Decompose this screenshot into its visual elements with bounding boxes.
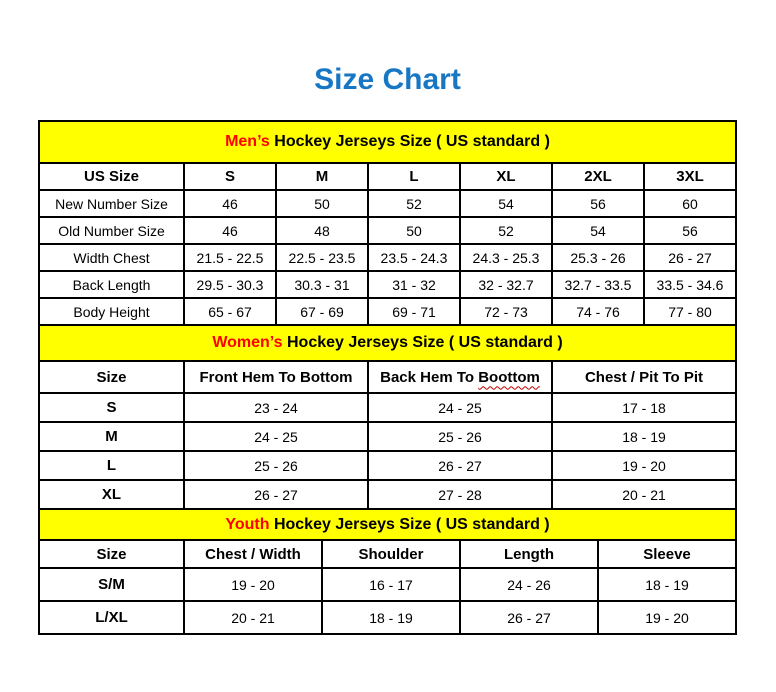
column-header-l: L bbox=[368, 163, 460, 190]
size-value-cell: 18 - 19 bbox=[598, 568, 736, 601]
size-value-cell: 24.3 - 25.3 bbox=[460, 244, 552, 271]
size-value-cell: 25 - 26 bbox=[184, 451, 368, 480]
size-value-cell: 52 bbox=[368, 190, 460, 217]
womens-section-title bbox=[39, 325, 736, 361]
column-header-front-hem: Front Hem To Bottom bbox=[184, 361, 368, 393]
mens-size-table bbox=[38, 120, 737, 326]
size-value-cell: 19 - 20 bbox=[184, 568, 322, 601]
size-value-cell: 31 - 32 bbox=[368, 271, 460, 298]
size-value-cell: 17 - 18 bbox=[552, 393, 736, 422]
size-value-cell: 56 bbox=[552, 190, 644, 217]
size-value-cell: 32.7 - 33.5 bbox=[552, 271, 644, 298]
womens-size-table bbox=[38, 324, 737, 510]
size-value-cell: 65 - 67 bbox=[184, 298, 276, 325]
size-value-cell: 52 bbox=[460, 217, 552, 244]
size-value-cell: 18 - 19 bbox=[322, 601, 460, 634]
size-value-cell: 26 - 27 bbox=[644, 244, 736, 271]
column-header-s: S bbox=[184, 163, 276, 190]
size-value-cell: 46 bbox=[184, 217, 276, 244]
size-value-cell: 50 bbox=[276, 190, 368, 217]
table-row-women-m bbox=[39, 422, 736, 451]
size-value-cell: 18 - 19 bbox=[552, 422, 736, 451]
row-label: Old Number Size bbox=[39, 217, 184, 244]
size-value-cell: 56 bbox=[644, 217, 736, 244]
size-value-cell: 33.5 - 34.6 bbox=[644, 271, 736, 298]
size-value-cell: 30.3 - 31 bbox=[276, 271, 368, 298]
column-header-chest-pit: Chest / Pit To Pit bbox=[552, 361, 736, 393]
size-tables-container bbox=[38, 120, 737, 635]
size-value-cell: 54 bbox=[460, 190, 552, 217]
column-header-m: M bbox=[276, 163, 368, 190]
table-row-women-s bbox=[39, 393, 736, 422]
size-value-cell: 20 - 21 bbox=[184, 601, 322, 634]
size-value-cell: 54 bbox=[552, 217, 644, 244]
size-value-cell: 24 - 25 bbox=[184, 422, 368, 451]
size-value-cell: 23 - 24 bbox=[184, 393, 368, 422]
size-value-cell: 24 - 25 bbox=[368, 393, 552, 422]
column-header-xl: XL bbox=[460, 163, 552, 190]
size-value-cell: 26 - 27 bbox=[460, 601, 598, 634]
size-value-cell: 16 - 17 bbox=[322, 568, 460, 601]
mens-section-title-rest: Hockey Jerseys Size ( US standard ) bbox=[269, 133, 550, 150]
back-hem-header-misspelled-word: Boottom bbox=[478, 368, 540, 386]
table-row-youth-sm bbox=[39, 568, 736, 601]
column-header-size: Size bbox=[39, 540, 184, 568]
youth-section-title bbox=[39, 509, 736, 540]
size-value-cell: 26 - 27 bbox=[184, 480, 368, 509]
size-value-cell: 26 - 27 bbox=[368, 451, 552, 480]
column-header-3xl: 3XL bbox=[644, 163, 736, 190]
row-label: Back Length bbox=[39, 271, 184, 298]
column-header-size: Size bbox=[39, 361, 184, 393]
youth-column-header-row bbox=[39, 540, 736, 568]
size-value-cell: 25 - 26 bbox=[368, 422, 552, 451]
column-header-shoulder: Shoulder bbox=[322, 540, 460, 568]
row-label: Body Height bbox=[39, 298, 184, 325]
row-label: S bbox=[39, 393, 184, 422]
size-value-cell: 20 - 21 bbox=[552, 480, 736, 509]
back-hem-header-prefix: Back Hem To bbox=[380, 368, 479, 386]
size-value-cell: 60 bbox=[644, 190, 736, 217]
row-label: Width Chest bbox=[39, 244, 184, 271]
size-value-cell: 74 - 76 bbox=[552, 298, 644, 325]
youth-section-title-rest: Hockey Jerseys Size ( US standard ) bbox=[269, 515, 550, 533]
size-value-cell: 19 - 20 bbox=[598, 601, 736, 634]
size-value-cell: 50 bbox=[368, 217, 460, 244]
column-header-back-hem bbox=[368, 361, 552, 393]
row-label: S/M bbox=[39, 568, 184, 601]
size-value-cell: 29.5 - 30.3 bbox=[184, 271, 276, 298]
table-row-youth-lxl bbox=[39, 601, 736, 634]
size-value-cell: 46 bbox=[184, 190, 276, 217]
womens-section-title-highlight: Women’s bbox=[212, 334, 283, 351]
column-header-us-size: US Size bbox=[39, 163, 184, 190]
row-label: New Number Size bbox=[39, 190, 184, 217]
row-label: M bbox=[39, 422, 184, 451]
size-value-cell: 19 - 20 bbox=[552, 451, 736, 480]
column-header-2xl: 2XL bbox=[552, 163, 644, 190]
womens-section-title-rest: Hockey Jerseys Size ( US standard ) bbox=[282, 334, 563, 351]
mens-section-banner bbox=[39, 121, 736, 163]
size-value-cell: 21.5 - 22.5 bbox=[184, 244, 276, 271]
table-row-new-number-size bbox=[39, 190, 736, 217]
row-label: XL bbox=[39, 480, 184, 509]
mens-column-header-row bbox=[39, 163, 736, 190]
size-value-cell: 23.5 - 24.3 bbox=[368, 244, 460, 271]
size-value-cell: 24 - 26 bbox=[460, 568, 598, 601]
size-value-cell: 32 - 32.7 bbox=[460, 271, 552, 298]
column-header-sleeve: Sleeve bbox=[598, 540, 736, 568]
table-row-women-xl bbox=[39, 480, 736, 509]
row-label: L/XL bbox=[39, 601, 184, 634]
youth-section-title-highlight: Youth bbox=[225, 515, 270, 533]
size-value-cell: 25.3 - 26 bbox=[552, 244, 644, 271]
youth-section-banner bbox=[39, 509, 736, 540]
column-header-length: Length bbox=[460, 540, 598, 568]
mens-section-title-highlight: Men’s bbox=[225, 133, 270, 150]
youth-size-table bbox=[38, 508, 737, 635]
size-value-cell: 77 - 80 bbox=[644, 298, 736, 325]
womens-section-banner bbox=[39, 325, 736, 361]
womens-column-header-row bbox=[39, 361, 736, 393]
size-value-cell: 72 - 73 bbox=[460, 298, 552, 325]
size-value-cell: 27 - 28 bbox=[368, 480, 552, 509]
size-value-cell: 69 - 71 bbox=[368, 298, 460, 325]
size-value-cell: 48 bbox=[276, 217, 368, 244]
page-title: Size Chart bbox=[314, 63, 461, 96]
column-header-chest-width: Chest / Width bbox=[184, 540, 322, 568]
table-row-body-height bbox=[39, 298, 736, 325]
row-label: L bbox=[39, 451, 184, 480]
mens-section-title bbox=[39, 121, 736, 163]
size-value-cell: 67 - 69 bbox=[276, 298, 368, 325]
table-row-back-length bbox=[39, 271, 736, 298]
table-row-old-number-size bbox=[39, 217, 736, 244]
size-value-cell: 22.5 - 23.5 bbox=[276, 244, 368, 271]
table-row-women-l bbox=[39, 451, 736, 480]
table-row-width-chest bbox=[39, 244, 736, 271]
